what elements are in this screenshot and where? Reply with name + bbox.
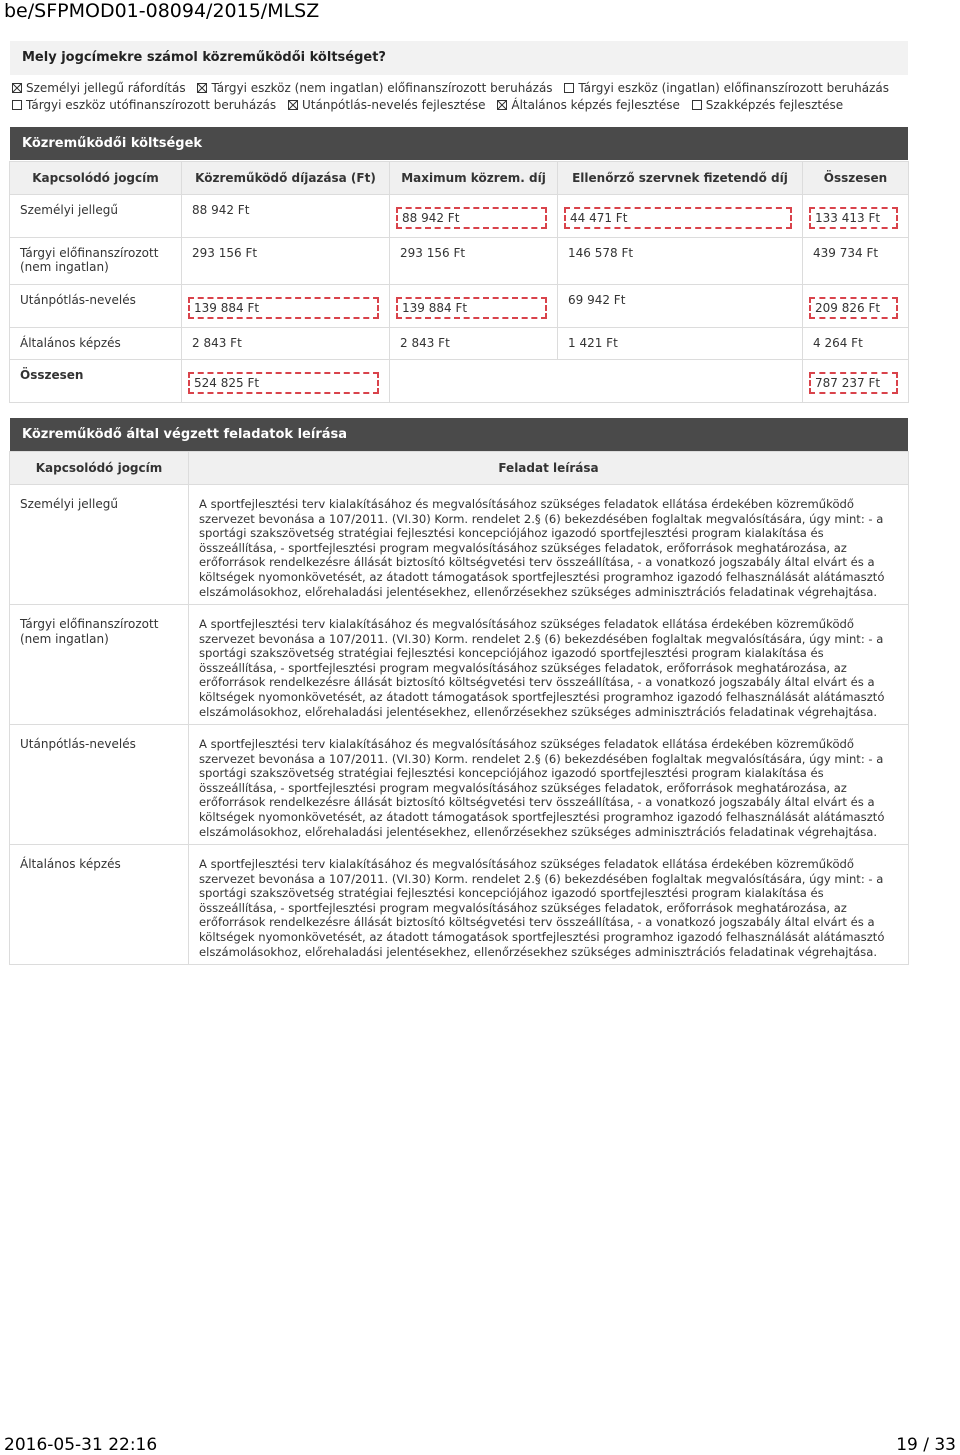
sum-label: Összesen — [10, 360, 182, 403]
fee-cell: 2 843 Ft — [182, 328, 390, 360]
col-header-jogcim: Kapcsolódó jogcím — [10, 162, 182, 195]
checkbox-checked-icon[interactable] — [12, 83, 22, 93]
max-cell: 2 843 Ft — [390, 328, 558, 360]
table-row — [10, 485, 909, 605]
task-description: A sportfejlesztési terv kialakításához és megvalósításához szükséges feladatok ellátása érdekében közreműködő szervezet bevonása a 107/2011. (VI.30) Korm. rendelet 2.§ (6) bekezdésében foglaltak megvalósítására, úgy mint: - a sportági szakszövetség stratégiai fejlesztési koncepciójához igazodó sportfejlesztési program kialakítása és összeállítása, - sportfejlesztési program megvalósításához szükséges feladatok, erőforrások meghatározása, az erőforrások rendelkezésre állását biztosító költségvetési terv összeállítása, - a vonatkozó jogszabály által elvárt és a költségek nyomonkövetését, az átadott támogatások sportfejlesztési programhoz igazodó felhasználását alátámasztó elszámolásokhoz, előrehaladási jelentésekhez, ellenőrzésekhez szükséges adminisztrációs feladatinak végrehajtása. — [189, 485, 909, 605]
table-row — [10, 845, 909, 965]
option-label: Tárgyi eszköz (nem ingatlan) előfinanszírozott beruházás — [211, 81, 553, 95]
option-szemelyi-jellegu[interactable] — [12, 80, 186, 97]
option-label: Tárgyi eszköz (ingatlan) előfinanszírozott beruházás — [578, 81, 890, 95]
option-label: Általános képzés fejlesztése — [511, 98, 680, 112]
max-cell: 293 156 Ft — [390, 238, 558, 285]
sum-spacer — [390, 360, 909, 403]
row-label: Tárgyi előfinanszírozott (nem ingatlan) — [10, 238, 182, 285]
option-szakkepzes[interactable] — [692, 97, 843, 114]
col-header-ellenorzo: Ellenőrző szervnek fizetendő díj — [558, 162, 803, 195]
checkbox-empty-icon[interactable] — [564, 83, 574, 93]
table-row — [10, 605, 909, 725]
highlighted-value: 88 942 Ft — [396, 207, 547, 229]
highlighted-value: 787 237 Ft — [809, 372, 898, 394]
fee-cell: 293 156 Ft — [182, 238, 390, 285]
col-header-feladat: Feladat leírása — [189, 452, 909, 485]
question-heading: Mely jogcímekre számol közreműködői költséget? — [10, 41, 908, 75]
jogcim-options — [12, 80, 912, 114]
costs-header-row — [10, 162, 909, 195]
sum-fee-cell — [182, 360, 390, 403]
sum-row — [10, 360, 909, 403]
highlighted-value: 44 471 Ft — [564, 207, 792, 229]
checkbox-checked-icon[interactable] — [197, 83, 207, 93]
table-row — [10, 285, 909, 328]
checkbox-checked-icon[interactable] — [497, 100, 507, 110]
col-header-osszesen: Összesen — [803, 162, 909, 195]
task-description: A sportfejlesztési terv kialakításához és megvalósításához szükséges feladatok ellátása érdekében közreműködő szervezet bevonása a 107/2011. (VI.30) Korm. rendelet 2.§ (6) bekezdésében foglaltak megvalósítására, úgy mint: - a sportági szakszövetség stratégiai fejlesztési koncepciójához igazodó sportfejlesztési program kialakítása és összeállítása, - sportfejlesztési program megvalósításához szükséges feladatok, erőforrások meghatározása, az erőforrások rendelkezésre állását biztosító költségvetési terv összeállítása, - a vonatkozó jogszabály által elvárt és a költségek nyomonkövetését, az átadott támogatások sportfejlesztési programhoz igazodó felhasználását alátámasztó elszámolásokhoz, előrehaladási jelentésekhez, ellenőrzésekhez szükséges adminisztrációs feladatinak végrehajtása. — [189, 725, 909, 845]
option-utanpotlas-neveles[interactable] — [288, 97, 486, 114]
control-cell — [558, 195, 803, 238]
costs-table — [9, 161, 909, 403]
col-header-dijazas: Közreműködő díjazása (Ft) — [182, 162, 390, 195]
highlighted-value: 139 884 Ft — [396, 297, 547, 319]
col-header-maximum: Maximum közrem. díj — [390, 162, 558, 195]
total-cell: 4 264 Ft — [803, 328, 909, 360]
total-cell: 439 734 Ft — [803, 238, 909, 285]
control-cell: 146 578 Ft — [558, 238, 803, 285]
option-targyi-ingatlan[interactable] — [564, 80, 889, 97]
control-cell: 69 942 Ft — [558, 285, 803, 328]
highlighted-value: 139 884 Ft — [188, 297, 379, 319]
table-row — [10, 195, 909, 238]
footer-page-number: 19 / 33 — [896, 1435, 956, 1455]
option-label: Személyi jellegű ráfordítás — [26, 81, 186, 95]
total-cell — [803, 285, 909, 328]
row-label: Utánpótlás-nevelés — [10, 285, 182, 328]
row-label: Tárgyi előfinanszírozott (nem ingatlan) — [10, 605, 189, 725]
checkbox-checked-icon[interactable] — [288, 100, 298, 110]
sum-total-cell — [802, 360, 908, 402]
row-label: Személyi jellegű — [10, 195, 182, 238]
task-description: A sportfejlesztési terv kialakításához és megvalósításához szükséges feladatok ellátása érdekében közreműködő szervezet bevonása a 107/2011. (VI.30) Korm. rendelet 2.§ (6) bekezdésében foglaltak megvalósítására, úgy mint: - a sportági szakszövetség stratégiai fejlesztési koncepciójához igazodó sportfejlesztési program kialakítása és összeállítása, - sportfejlesztési program megvalósításához szükséges feladatok, erőforrások meghatározása, az erőforrások rendelkezésre állását biztosító költségvetési terv összeállítása, - a vonatkozó jogszabály által elvárt és a költségek nyomonkövetését, az átadott támogatások sportfejlesztési programhoz igazodó felhasználását alátámasztó elszámolásokhoz, előrehaladási jelentésekhez, ellenőrzésekhez szükséges adminisztrációs feladatinak végrehajtása. — [189, 605, 909, 725]
checkbox-empty-icon[interactable] — [12, 100, 22, 110]
option-label: Szakképzés fejlesztése — [705, 98, 844, 112]
total-cell — [803, 195, 909, 238]
document-id: be/SFPMOD01-08094/2015/MLSZ — [4, 0, 320, 22]
max-cell — [390, 285, 558, 328]
row-label: Általános képzés — [10, 328, 182, 360]
highlighted-value: 133 413 Ft — [809, 207, 898, 229]
fee-cell: 88 942 Ft — [182, 195, 390, 238]
row-label: Általános képzés — [10, 845, 189, 965]
tasks-header-row — [10, 452, 909, 485]
options-row-2 — [12, 97, 912, 114]
highlighted-value: 209 826 Ft — [809, 297, 898, 319]
row-label: Személyi jellegű — [10, 485, 189, 605]
tasks-section-title: Közreműködő által végzett feladatok leírása — [10, 418, 908, 451]
table-row — [10, 238, 909, 285]
table-row — [10, 725, 909, 845]
control-cell: 1 421 Ft — [558, 328, 803, 360]
option-label: Tárgyi eszköz utófinanszírozott beruházás — [26, 98, 277, 112]
highlighted-value: 524 825 Ft — [188, 372, 379, 394]
fee-cell — [182, 285, 390, 328]
option-targyi-utofinanszirozott[interactable] — [12, 97, 276, 114]
options-row-1 — [12, 80, 912, 97]
option-label: Utánpótlás-nevelés fejlesztése — [301, 98, 486, 112]
row-label: Utánpótlás-nevelés — [10, 725, 189, 845]
table-row — [10, 328, 909, 360]
tasks-table — [9, 451, 909, 965]
footer-date: 2016-05-31 22:16 — [4, 1435, 158, 1455]
checkbox-empty-icon[interactable] — [692, 100, 702, 110]
max-cell — [390, 195, 558, 238]
costs-section-title: Közreműködői költségek — [10, 127, 908, 160]
option-targyi-nem-ingatlan[interactable] — [197, 80, 552, 97]
task-description: A sportfejlesztési terv kialakításához és megvalósításához szükséges feladatok ellátása érdekében közreműködő szervezet bevonása a 107/2011. (VI.30) Korm. rendelet 2.§ (6) bekezdésében foglaltak megvalósítására, úgy mint: - a sportági szakszövetség stratégiai fejlesztési koncepciójához igazodó sportfejlesztési program kialakítása és összeállítása, - sportfejlesztési program megvalósításához szükséges feladatok, erőforrások meghatározása, az erőforrások rendelkezésre állását biztosító költségvetési terv összeállítása, - a vonatkozó jogszabály által elvárt és a költségek nyomonkövetését, az átadott támogatások sportfejlesztési programhoz igazodó felhasználását alátámasztó elszámolásokhoz, előrehaladási jelentésekhez, ellenőrzésekhez szükséges adminisztrációs feladatinak végrehajtása. — [189, 845, 909, 965]
option-altalanos-kepzes[interactable] — [497, 97, 680, 114]
col-header-jogcim: Kapcsolódó jogcím — [10, 452, 189, 485]
